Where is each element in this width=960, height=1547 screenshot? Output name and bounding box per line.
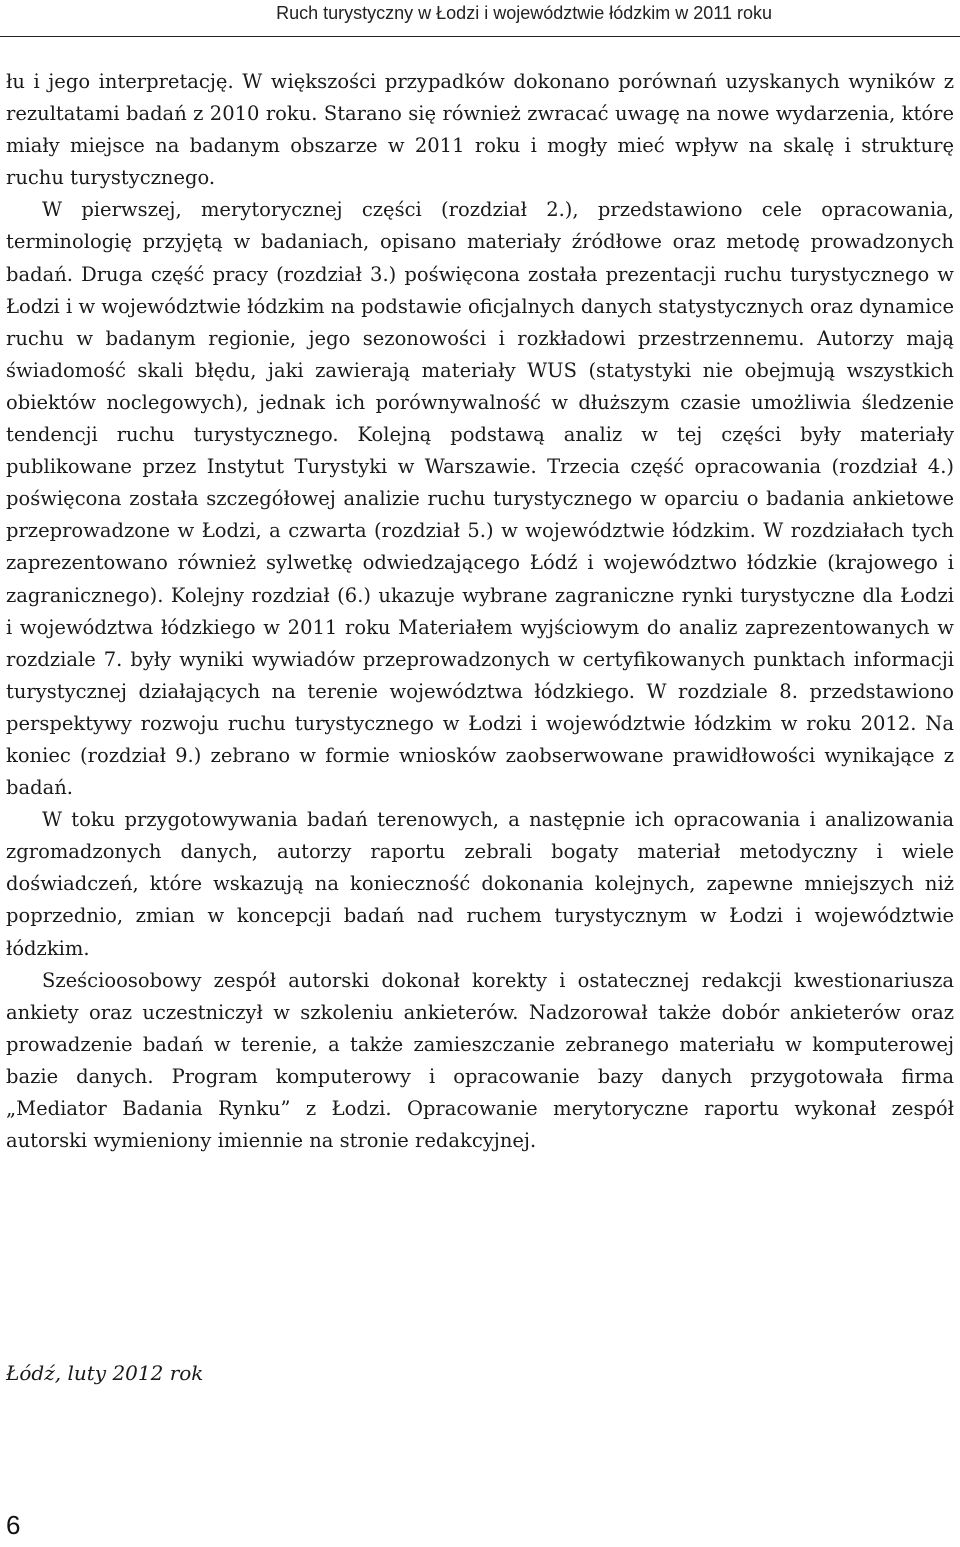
running-header — [0, 0, 960, 37]
page-number: 6 — [6, 1510, 21, 1540]
running-title: Ruch turystyczny w Łodzi i województwie łódzkim w 2011 roku — [276, 3, 772, 23]
paragraph-continued: łu i jego interpretację. W większości przypadków dokonano porównań uzyskanych wyników z rezultatami badań z 2010 roku. Starano się również zwracać uwagę na nowe wydarzenia, które miały miejsce na badanym obszarze w 2011 roku i mogły mieć wpływ na skalę i strukturę ruchu turystycznego. — [6, 70, 954, 190]
paragraph-methodology-experience: W toku przygotowywania badań terenowych, a następnie ich opracowania i analizowania zgromadzonych danych, autorzy raportu zebrali bogaty materiał metodyczny i wiele doświadczeń, które wskazują na konieczność dokonania kolejnych, zapewne mniejszych niż poprzednio, zmian w koncepcji badań nad ruchem turystycznym w Łodzi i województwie łódzkim. — [6, 808, 954, 960]
page-body — [6, 66, 954, 1157]
paragraph-author-team: Sześcioosobowy zespół autorski dokonał korekty i ostatecznej redakcji kwestionariusza ankiety oraz uczestniczył w szkoleniu ankieterów. Nadzorował także dobór ankieterów oraz prowadzenie badań w terenie, a także zamieszczanie zebranego materiału w komputerowej bazie danych. Program komputerowy i opracowanie bazy danych przygotowała firma „Mediator Badania Rynku” z Łodzi. Opracowanie merytoryczne raportu wykonał zespół autorski wymieniony imiennie na stronie redakcyjnej. — [6, 968, 954, 1153]
place-date-signature: Łódź, luty 2012 rok — [6, 1361, 204, 1385]
paragraph-chapters-overview: W pierwszej, merytorycznej części (rozdział 2.), przedstawiono cele opracowania, terminologię przyjętą w badaniach, opisano materiały źródłowe oraz metodę prowadzonych badań. Druga część pracy (rozdział 3.) poświęcona została prezentacji ruchu turystycznego w Łodzi i w województwie łódzkim na podstawie oficjalnych danych statystycznych oraz dynamice ruchu w badanym regionie, jego sezonowości i rozkładowi przestrzennemu. Autorzy mają świadomość skali błędu, jaki zawierają materiały WUS (statystyki nie obejmują wszystkich obiektów noclegowych), jednak ich porównywalność w dłuższym czasie umożliwia śledzenie tendencji ruchu turystycznego. Kolejną podstawą analiz w tej części były materiały publikowane przez Instytut Turystyki w Warszawie. Trzecia część opracowania (rozdział 4.) poświęcona została szczegółowej analizie ruchu turystycznego w oparciu o badania ankietowe przeprowadzone w Łodzi, a czwarta (rozdział 5.) w województwie łódzkim. W rozdziałach tych zaprezentowano również sylwetkę odwiedzającego Łódź i województwo łódzkie (krajowego i zagranicznego). Kolejny rozdział (6.) ukazuje wybrane zagraniczne rynki turystyczne dla Łodzi i województwa łódzkiego w 2011 roku Materiałem wyjściowym do analiz zaprezentowanych w rozdziale 7. były wyniki wywiadów przeprowadzonych w certyfikowanych punktach informacji turystycznej działających na terenie województwa łódzkiego. W rozdziale 8. przedstawiono perspektywy rozwoju ruchu turystycznego w Łodzi i województwie łódzkim w roku 2012. Na koniec (rozdział 9.) zebrano w formie wniosków zaobserwowane prawidłowości wynikające z badań. — [6, 198, 954, 800]
